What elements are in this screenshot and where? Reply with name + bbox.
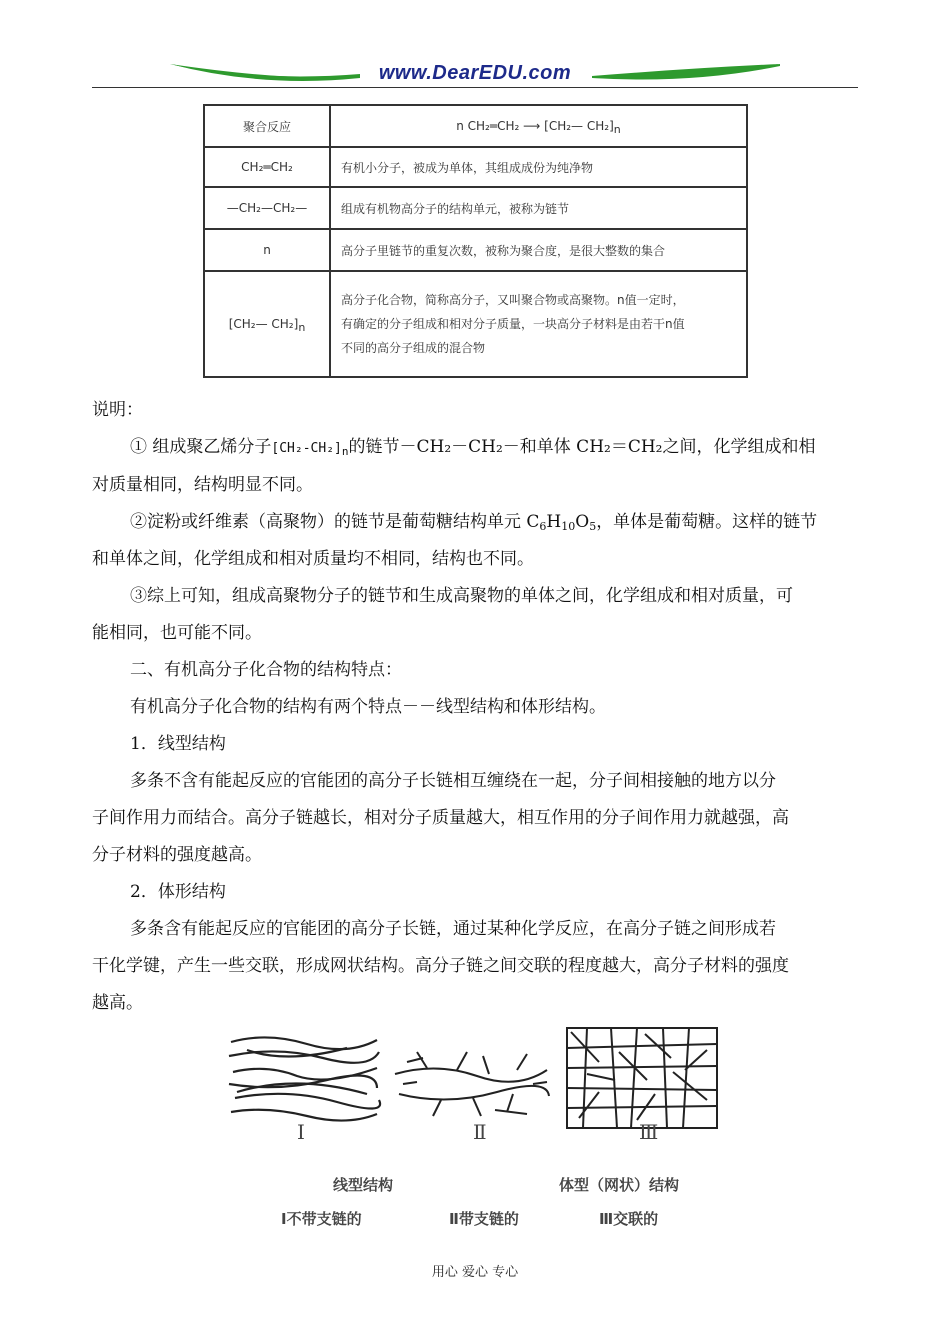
paragraph: ③综上可知，组成高聚物分子的链节和生成高聚物的单体之间，化学组成和相对质量，可 (130, 586, 793, 606)
reaction-lhs: n CH₂═CH₂ ⟶ (456, 119, 545, 133)
paragraph-continuation: 干化学键，产生一些交联，形成网状结构。高分子链之间交联的程度越大，高分子材料的强度 (92, 956, 789, 976)
table-row (204, 187, 747, 229)
crosslinked-network-diagram (567, 1028, 717, 1128)
page-footer: 用心 爱心 专心 (431, 1265, 519, 1280)
paragraph: 多条不含有能起反应的官能团的高分子长链相互缠绕在一起，分子间相接触的地方以分 (130, 771, 776, 791)
site-logo-text: www.DearEDU.com (378, 62, 572, 84)
table-cell-desc: 有机小分子，被成为单体，其组成成份为纯净物 (330, 147, 747, 187)
note-label: 说明： (92, 400, 143, 420)
paragraph: 多条含有能起反应的官能团的高分子长链，通过某种化学反应，在高分子链之间形成若 (130, 919, 776, 939)
body-text (92, 392, 858, 1022)
subscript: 10 (561, 520, 576, 533)
subsection-title: 2．体形结构 (130, 882, 226, 902)
text-span: ① 组成聚乙烯分子 (130, 437, 272, 457)
figure-label-iii: Ⅲ (639, 1120, 659, 1144)
paragraph-continuation: 分子材料的强度越高。 (92, 845, 262, 865)
table-cell-desc: 组成有机物高分子的结构单元，被称为链节 (330, 187, 747, 229)
linear-chains-diagram (229, 1037, 380, 1120)
paragraph-continuation: 越高。 (92, 993, 143, 1013)
polymer-structure-figure (227, 1022, 727, 1237)
text-span: ②淀粉或纤维素（高聚物）的链节是葡萄糖结构单元 C (130, 512, 540, 532)
paragraph-continuation: 子间作用力而结合。高分子链越长，相对分子质量越大，相互作用的分子间作用力就越强，高 (92, 808, 789, 828)
formula-subscript: n (341, 445, 349, 458)
paragraph: 有机高分子化合物的结构有两个特点－－线型结构和体形结构。 (130, 697, 606, 717)
table-cell-term: —CH₂—CH₂— (204, 187, 330, 229)
subscript: 5 (589, 520, 597, 533)
figure-label-i: Ⅰ (297, 1120, 305, 1144)
table-cell-desc: 高分子里链节的重复次数，被称为聚合度，是很大整数的集合 (330, 229, 747, 271)
table-cell-desc (330, 271, 747, 377)
table-row (204, 147, 747, 187)
chain-subscript: n (613, 123, 621, 136)
page-header (92, 58, 858, 90)
text-span: 的链节－CH₂－CH₂－和单体 CH₂＝CH₂之间，化学组成和相 (348, 437, 816, 457)
paragraph (92, 504, 858, 541)
polymer-terms-table (203, 104, 748, 378)
branched-chains-diagram (395, 1052, 549, 1116)
table-cell-term: 聚合反应 (204, 105, 330, 147)
figure-label-ii: Ⅱ (473, 1120, 487, 1144)
caption-crosslinked: Ⅲ交联的 (599, 1210, 659, 1228)
desc-line: 高分子化合物，简称高分子，又叫聚合物或高聚物。n值一定时， (341, 293, 685, 307)
header-rule (92, 87, 858, 88)
paragraph-continuation: 能相同，也可能不同。 (92, 623, 262, 643)
paragraph-continuation: 对质量相同，结构明显不同。 (92, 475, 313, 495)
desc-line: 有确定的分子组成和相对分子质量，一块高分子材料是由若干n值 (341, 317, 685, 331)
subsection-title: 1．线型结构 (130, 734, 226, 754)
chain-unit: CH₂— CH₂ (233, 317, 294, 331)
desc-line: 不同的高分子组成的混合物 (341, 341, 486, 355)
text-span: H (546, 512, 562, 532)
caption-branched: Ⅱ带支链的 (449, 1210, 519, 1228)
table-cell-term: [CH₂— $CH_2]_n$ (204, 271, 330, 377)
paragraph-continuation: 和单体之间，化学组成和相对质量均不相同，结构也不同。 (92, 549, 534, 569)
chain-subscript: n (298, 321, 306, 334)
caption-linear: 线型结构 (333, 1176, 394, 1194)
table-cell-term: CH₂═CH₂ (204, 147, 330, 187)
caption-unbranched: Ⅰ不带支链的 (281, 1210, 362, 1228)
table-cell-desc (330, 105, 747, 147)
table-cell-term: n (204, 229, 330, 271)
text-span: ，单体是葡萄糖。这样的链节 (596, 512, 818, 532)
inline-formula: $[CH_2-CH_2]_n$ (271, 441, 349, 458)
paragraph (92, 429, 858, 467)
text-span: O (575, 512, 590, 532)
section-title: 二、有机高分子化合物的结构特点： (130, 660, 402, 680)
table-row (204, 271, 747, 377)
table-row (204, 105, 747, 147)
table-row (204, 229, 747, 271)
formula-unit: CH₂-CH₂ (279, 441, 335, 456)
chain-unit: CH₂— CH₂ (548, 119, 610, 133)
polymer-chain-formula: [CH₂— $CH_2]_n$ (544, 119, 621, 136)
caption-network: 体型（网状）结构 (559, 1176, 680, 1194)
subscript: 6 (539, 520, 547, 533)
